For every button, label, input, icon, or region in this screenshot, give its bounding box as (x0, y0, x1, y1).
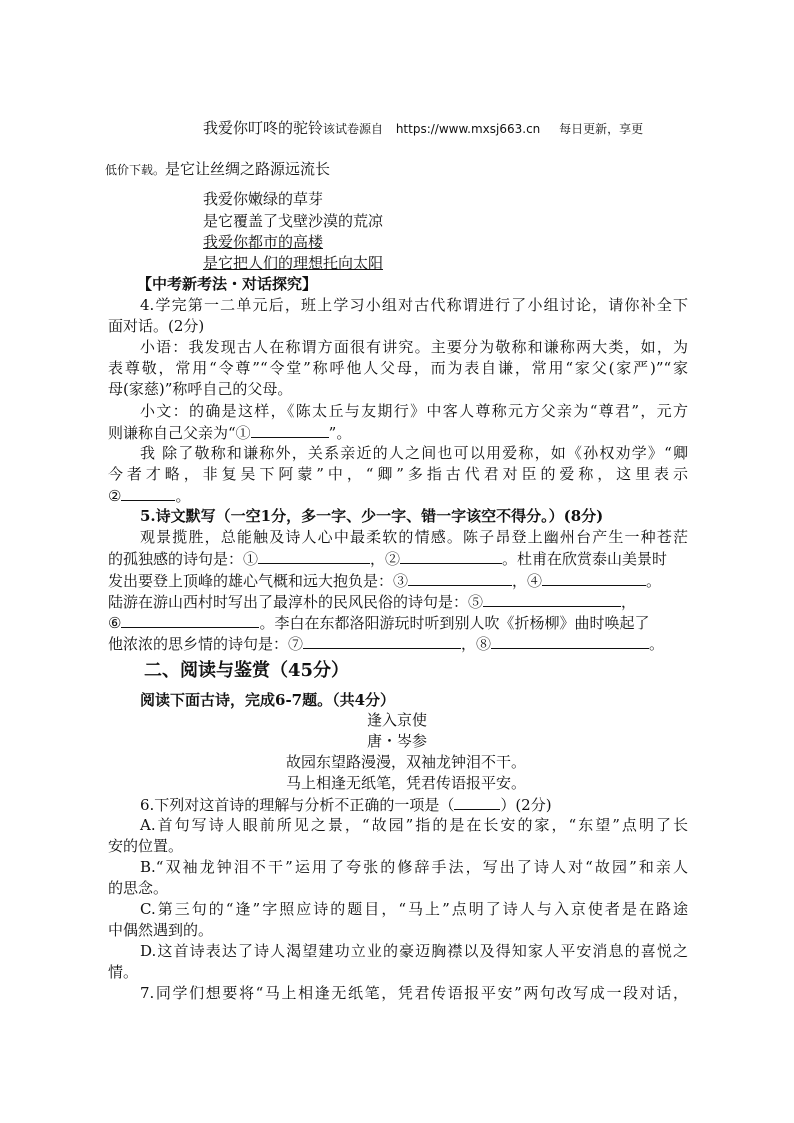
answer-blank-q5-6[interactable] (121, 612, 259, 628)
header-update-note: 每日更新，享更 (559, 122, 644, 136)
q6-answer-blank[interactable] (454, 794, 500, 810)
answer-blank-q5-4[interactable] (542, 570, 646, 586)
header-url[interactable]: https://www.mxsj663.cn (395, 122, 541, 136)
q4-line-1: 4.学完第一二单元后，班上学习小组对古代称谓进行了小组讨论，请你补全下 (140, 296, 688, 314)
xiaoyu-line-2: 表尊敬，常用“令尊”“令堂”称呼他人父母，而为表自谦，常用“家父(家严)”“家 (108, 359, 688, 377)
header-poem-line: 是它让丝绸之路源远流长 (165, 160, 331, 178)
q5-line-5-b: 。李白在东都洛阳游玩时听到别人吹《折杨柳》曲时唤起了 (259, 614, 650, 632)
answer-blank-1[interactable] (251, 422, 329, 438)
poem-title: 逢入京使 (366, 711, 427, 729)
q6-stem-post: ）(2分) (500, 796, 552, 814)
q6-option-d-1: D.这首诗表达了诗人渴望建功立业的豪迈胸襟以及得知家人平安消息的喜悦之 (140, 942, 688, 960)
q6-option-a-2: 安的位置。 (108, 837, 184, 855)
poem-line-1: 我爱你嫩绿的草芽 (203, 190, 324, 208)
answer-blank-q5-8[interactable] (491, 633, 649, 649)
wo-line-3-pre: ② (108, 487, 122, 505)
poem-line-a: 故园东望路漫漫，双袖龙钟泪不干。 (286, 753, 527, 771)
header-continuation-line (105, 159, 330, 180)
q5-line-6 (108, 633, 664, 654)
answer-blank-q5-2[interactable] (400, 548, 502, 564)
answer-blank-q5-3[interactable] (408, 570, 512, 586)
wo-line-1: 我 除了敬称和谦称外，关系亲近的人之间也可以用爱称，如《孙权劝学》“卿 (140, 444, 688, 462)
xiaoyu-line-3: 母(家慈)”称呼自己的父母。 (108, 380, 293, 398)
header-source-note: 该试卷源自 (323, 122, 384, 136)
q6-stem-pre: 6.下列对这首诗的理解与分析不正确的一项是（ (140, 796, 455, 814)
q6-option-a-1: A.首句写诗人眼前所见之景，“故园”指的是在长安的家，“东望”点明了长 (140, 816, 688, 834)
q6-option-d-2: 情。 (108, 963, 139, 981)
xiaowen-line-2-pre: 则谦称自己父亲为“① (108, 424, 251, 442)
dialogue-section-title: 【中考新考法・对话探究】 (137, 275, 318, 293)
xiaowen-line-1: 小文：的确是这样，《陈太丘与友期行》中客人尊称元方父亲为“尊君”，元方 (140, 402, 688, 420)
poem-line-2: 是它覆盖了戈壁沙漠的荒凉 (203, 212, 384, 230)
q7-line-1: 7.同学们想要将“马上相逢无纸笔，凭君传语报平安”两句改写成一段对话， (140, 984, 688, 1002)
q5-line-4 (108, 591, 636, 612)
answer-blank-q5-7[interactable] (303, 633, 461, 649)
q5-line-3-b: ，④ (512, 572, 543, 590)
q5-line-4-b: ， (621, 593, 637, 611)
wo-line-2: 今者才略，非复吴下阿蒙”中，“卿”多指古代君对臣的爱称，这里表示 (108, 465, 688, 483)
answer-blank-q5-1[interactable] (258, 548, 370, 564)
q4-line-2: 面对话。(2分) (108, 317, 205, 335)
section-2-title: 二、阅读与鉴赏（45分） (144, 660, 350, 681)
q5-line-2-b: ，② (370, 550, 401, 568)
q5-line-3-c: 。 (646, 572, 662, 590)
section-2-intro: 阅读下面古诗，完成6-7题。（共4分） (140, 691, 396, 709)
q5-line-4-a: 陆游在游山西村时写出了最淳朴的民风民俗的诗句是：⑤ (108, 593, 484, 611)
q5-line-5 (108, 612, 649, 633)
xiaowen-line-2 (108, 422, 351, 443)
q5-line-6-c: 。 (649, 635, 665, 653)
q5-line-6-b: ，⑧ (461, 635, 492, 653)
q6-stem (140, 794, 552, 815)
q5-line-6-a: 他浓浓的思乡情的诗句是：⑦ (108, 635, 304, 653)
q5-line-2-a: 的孤独感的诗句是：① (108, 550, 259, 568)
wo-line-3 (108, 485, 190, 506)
poem-line-b: 马上相逢无纸笔，凭君传语报平安。 (286, 774, 527, 792)
poem-author: 唐・岑参 (366, 732, 427, 750)
poem-line-4: 是它把人们的理想托向太阳 (203, 254, 384, 272)
q5-line-3 (108, 570, 661, 591)
q5-title: 5.诗文默写（一空1分，多一字、少一字、错一字该空不得分。）(8分) (140, 507, 604, 525)
header-continuation: 低价下载。 (105, 163, 166, 177)
q5-line-1: 观景揽胜，总能触及诗人心中最柔软的情感。陈子昂登上幽州台产生一种苍茫 (140, 528, 688, 546)
q5-line-3-a: 发出要登上顶峰的雄心气概和远大抱负是：③ (108, 572, 409, 590)
q6-option-c-2: 中偶然遇到的。 (108, 921, 214, 939)
xiaoyu-line-1: 小语：我发现古人在称谓方面很有讲究。主要分为敬称和谦称两大类，如，为 (140, 338, 688, 356)
answer-blank-2[interactable] (121, 485, 175, 501)
q5-line-5-a: ⑥ (108, 614, 122, 632)
xiaowen-line-2-post: ”。 (328, 424, 352, 442)
q5-line-2-c: 。杜甫在欣赏泰山美景时 (502, 550, 668, 568)
header-line (203, 118, 643, 139)
q6-option-b-2: 的思念。 (108, 879, 169, 897)
poem-line-3: 我爱你都市的高楼 (203, 233, 324, 251)
q5-line-2 (108, 548, 667, 569)
wo-line-3-post: 。 (175, 487, 191, 505)
q6-option-c-1: C.第三句的“逢”字照应诗的题目，“马上”点明了诗人与入京使者是在路途 (140, 900, 688, 918)
q6-option-b-1: B.“双袖龙钟泪不干”运用了夸张的修辞手法，写出了诗人对“故园”和亲人 (140, 858, 688, 876)
answer-blank-q5-5[interactable] (483, 591, 621, 607)
header-lead: 我爱你叮咚的驼铃 (203, 119, 324, 137)
